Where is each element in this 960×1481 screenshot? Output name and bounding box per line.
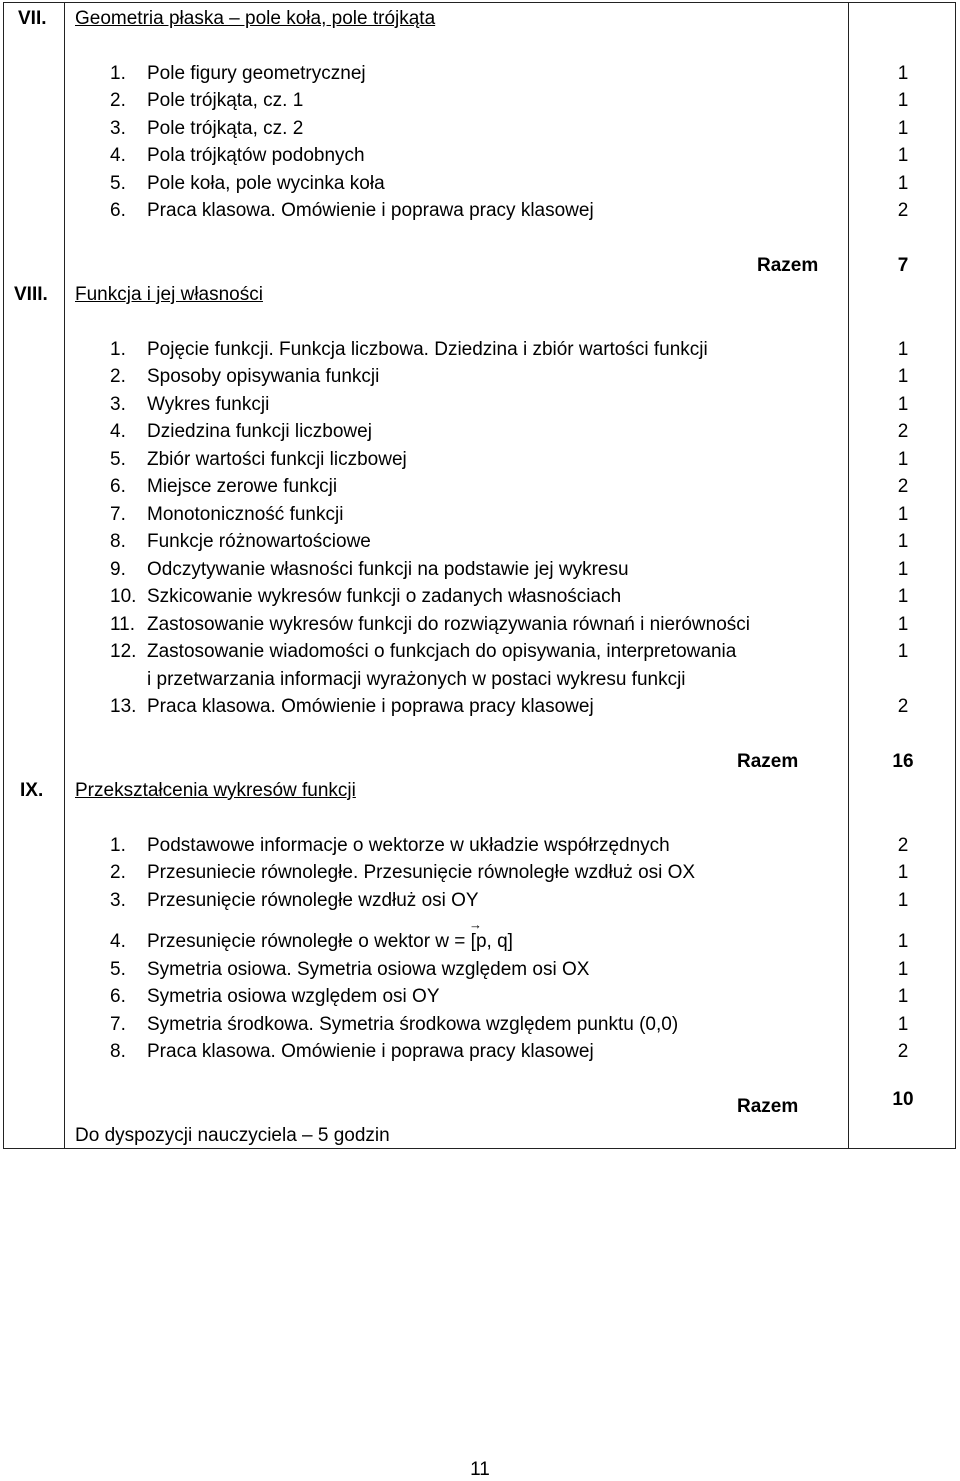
item-hours: 1 xyxy=(897,1014,909,1035)
item-number: 7. xyxy=(110,504,126,525)
item-hours: 2 xyxy=(897,421,909,442)
item-hours: 2 xyxy=(897,200,909,221)
section-number: IX. xyxy=(20,780,44,801)
item-number: 8. xyxy=(110,1041,126,1062)
item-number: 5. xyxy=(110,449,126,470)
section-total: 7 xyxy=(897,255,909,276)
item-text: Sposoby opisywania funkcji xyxy=(147,366,380,387)
item-text: Dziedzina funkcji liczbowej xyxy=(147,421,372,442)
item-hours: 1 xyxy=(897,641,909,662)
item-hours: 2 xyxy=(897,476,909,497)
page-number: 11 xyxy=(470,1459,490,1480)
item-number: 7. xyxy=(110,1014,126,1035)
item-hours: 1 xyxy=(897,586,909,607)
item-number: 5. xyxy=(110,173,126,194)
item-number: 3. xyxy=(110,394,126,415)
section-title: Funkcja i jej własności xyxy=(75,284,263,305)
section-title: Przekształcenia wykresów funkcji xyxy=(75,780,356,801)
item-hours: 1 xyxy=(897,118,909,139)
item-text: Wykres funkcji xyxy=(147,394,270,415)
item-hours: 1 xyxy=(897,366,909,387)
item-number: 13. xyxy=(110,696,137,717)
item-text: Funkcje różnowartościowe xyxy=(147,531,371,552)
item-number: 1. xyxy=(110,63,126,84)
item-text: Odczytywanie własności funkcji na podstawie jej wykresu xyxy=(147,559,629,580)
item-number: 2. xyxy=(110,862,126,883)
item-hours: 1 xyxy=(897,531,909,552)
item-hours: 1 xyxy=(897,63,909,84)
item-number: 12. xyxy=(110,641,137,662)
item-hours: 1 xyxy=(897,339,909,360)
item-number: 6. xyxy=(110,986,126,1007)
vector-arrow-icon: → xyxy=(469,917,482,932)
item-text: Pole trójkąta, cz. 1 xyxy=(147,90,304,111)
item-text: Przesunięcie równoległe wzdłuż osi OY xyxy=(147,890,479,911)
item-hours: 1 xyxy=(897,614,909,635)
item-text: Symetria osiowa. Symetria osiowa względem osi OX xyxy=(147,959,590,980)
item-text: Pole trójkąta, cz. 2 xyxy=(147,118,304,139)
section-number: VII. xyxy=(18,8,47,29)
item-text-continued: i przetwarzania informacji wyrażonych w postaci wykresu funkcji xyxy=(147,669,686,690)
section-title: Geometria płaska – pole koła, pole trójkąta xyxy=(75,8,436,29)
item-text: Monotoniczność funkcji xyxy=(147,504,344,525)
item-number: 1. xyxy=(110,339,126,360)
razem-label: Razem xyxy=(737,1096,799,1117)
item-text: Miejsce zerowe funkcji xyxy=(147,476,338,497)
item-hours: 1 xyxy=(897,931,909,952)
item-text: Praca klasowa. Omówienie i poprawa pracy klasowej xyxy=(147,1041,594,1062)
item-number: 2. xyxy=(110,90,126,111)
item-number: 8. xyxy=(110,531,126,552)
footer-note: Do dyspozycji nauczyciela – 5 godzin xyxy=(75,1125,390,1146)
item-text: Zastosowanie wiadomości o funkcjach do opisywania, interpretowania xyxy=(147,641,737,662)
item-number: 4. xyxy=(110,931,126,952)
item-text: Pojęcie funkcji. Funkcja liczbowa. Dziedzina i zbiór wartości funkcji xyxy=(147,339,708,360)
item-hours: 2 xyxy=(897,696,909,717)
item-text: Symetria osiowa względem osi OY xyxy=(147,986,440,1007)
item-hours: 1 xyxy=(897,394,909,415)
item-text: Przesuniecie równoległe. Przesunięcie równoległe wzdłuż osi OX xyxy=(147,862,696,883)
item-number: 4. xyxy=(110,421,126,442)
razem-label: Razem xyxy=(757,255,819,276)
item-text: Praca klasowa. Omówienie i poprawa pracy klasowej xyxy=(147,696,594,717)
item-number: 1. xyxy=(110,835,126,856)
razem-label: Razem xyxy=(737,751,799,772)
item-text: Podstawowe informacje o wektorze w układzie współrzędnych xyxy=(147,835,670,856)
item-hours: 2 xyxy=(897,835,909,856)
item-text: Przesunięcie równoległe o wektor w = [p, q] xyxy=(147,931,513,952)
item-hours: 1 xyxy=(897,173,909,194)
item-number: 11. xyxy=(110,614,136,635)
column-divider-roman xyxy=(64,2,65,1149)
section-total: 10 xyxy=(892,1089,914,1110)
item-number: 2. xyxy=(110,366,126,387)
item-text: Symetria środkowa. Symetria środkowa względem punktu (0,0) xyxy=(147,1014,679,1035)
item-hours: 1 xyxy=(897,504,909,525)
item-hours: 1 xyxy=(897,449,909,470)
item-text: Zastosowanie wykresów funkcji do rozwiązywania równań i nierówności xyxy=(147,614,750,635)
item-number: 6. xyxy=(110,200,126,221)
item-number: 4. xyxy=(110,145,126,166)
section-total: 16 xyxy=(892,751,914,772)
item-hours: 1 xyxy=(897,145,909,166)
item-text: Zbiór wartości funkcji liczbowej xyxy=(147,449,407,470)
item-number: 6. xyxy=(110,476,126,497)
item-text: Praca klasowa. Omówienie i poprawa pracy klasowej xyxy=(147,200,594,221)
item-text: Pola trójkątów podobnych xyxy=(147,145,365,166)
column-divider-hours xyxy=(848,2,849,1149)
item-number: 3. xyxy=(110,890,126,911)
item-hours: 1 xyxy=(897,890,909,911)
item-hours: 1 xyxy=(897,90,909,111)
item-hours: 1 xyxy=(897,959,909,980)
item-hours: 2 xyxy=(897,1041,909,1062)
item-number: 3. xyxy=(110,118,126,139)
item-hours: 1 xyxy=(897,559,909,580)
item-number: 10. xyxy=(110,586,137,607)
item-hours: 1 xyxy=(897,862,909,883)
section-number: VIII. xyxy=(14,284,48,305)
item-number: 5. xyxy=(110,959,126,980)
item-number: 9. xyxy=(110,559,126,580)
item-text: Pole figury geometrycznej xyxy=(147,63,366,84)
item-text: Szkicowanie wykresów funkcji o zadanych własnościach xyxy=(147,586,622,607)
item-hours: 1 xyxy=(897,986,909,1007)
item-text: Pole koła, pole wycinka koła xyxy=(147,173,385,194)
